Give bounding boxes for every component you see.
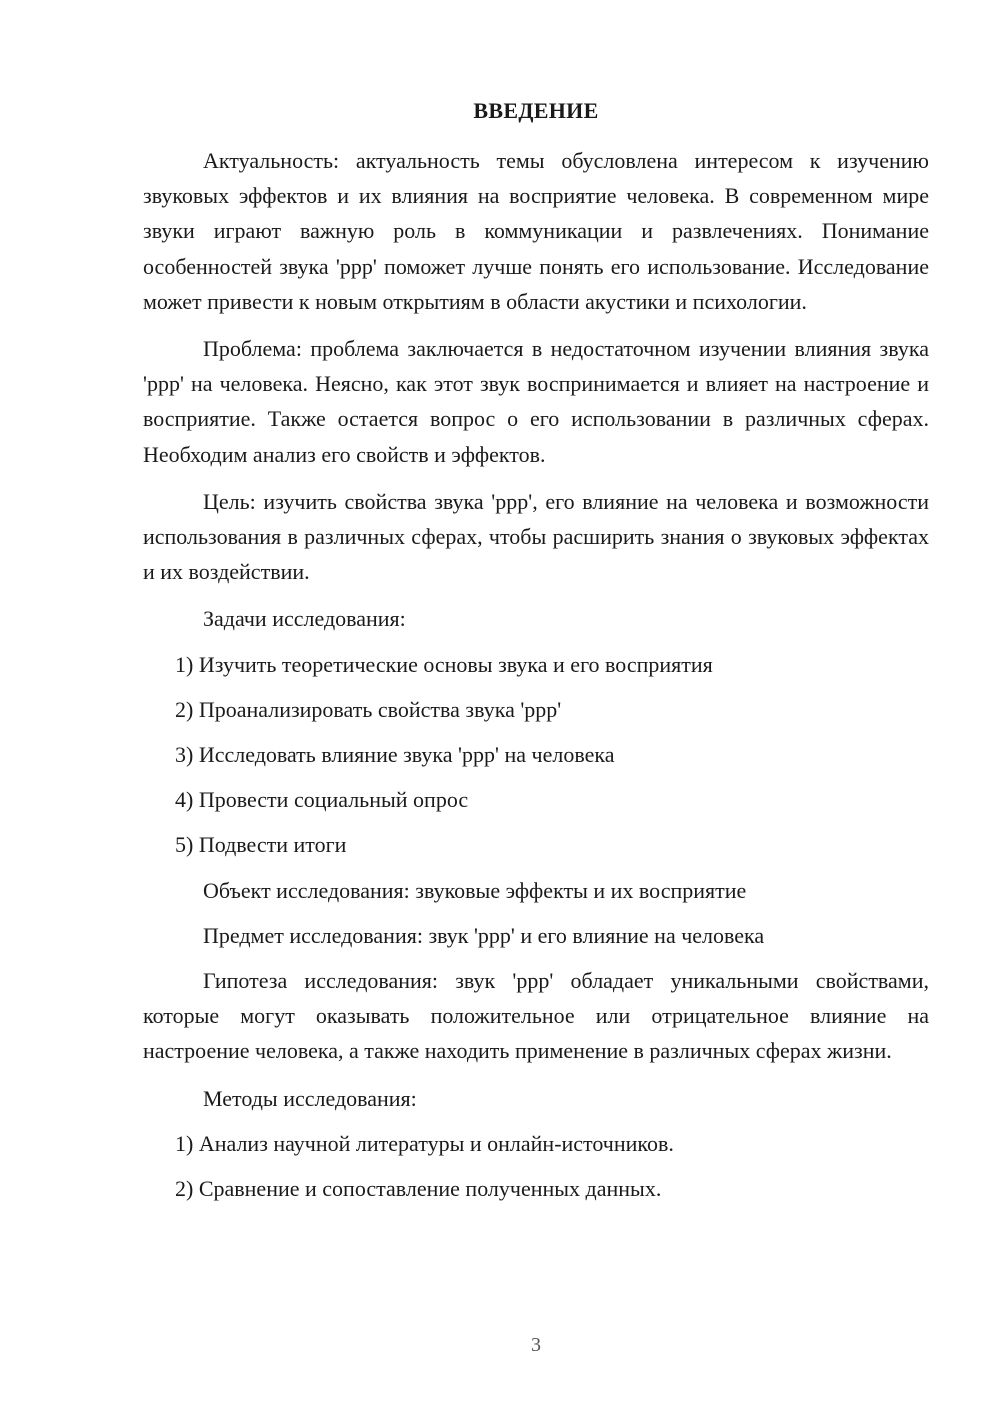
page-title: ВВЕДЕНИЕ — [473, 98, 599, 123]
object-paragraph: Объект исследования: звуковые эффекты и их восприятие — [203, 877, 747, 903]
tasks-heading: Задачи исследования: — [203, 606, 406, 632]
goal-paragraph: Цель: изучить свойства звука 'ррр', его влияние на человека и возможности использования в различных сферах, чтобы расширить знания о звуковых эффектах и их воздействии. — [143, 488, 929, 585]
page-body — [143, 143, 929, 1206]
problem-paragraph: Проблема: проблема заключается в недостаточном изучении влияния звука 'ррр' на человека. Неясно, как этот звук воспринимается и влияет на настроение и восприятие. Также остается вопрос о его использовании в различных сферах. Необходим анализ его свойств и эффектов. — [143, 336, 929, 467]
method-item: 1) Анализ научной литературы и онлайн-источников. — [175, 1130, 674, 1156]
task-item: 3) Исследовать влияние звука 'ррр' на человека — [175, 742, 615, 768]
methods-heading: Методы исследования: — [203, 1085, 417, 1111]
page-number: 3 — [531, 1334, 541, 1356]
task-item: 5) Подвести итоги — [175, 832, 347, 858]
method-item: 2) Сравнение и сопоставление полученных данных. — [175, 1176, 662, 1202]
hypothesis-paragraph: Гипотеза исследования: звук 'ррр' обладает уникальными свойствами, которые могут оказывать положительное или отрицательное влияние на настроение человека, а также находить применение в различных сферах жизни. — [143, 968, 929, 1064]
task-item: 1) Изучить теоретические основы звука и его восприятия — [175, 651, 713, 677]
subject-paragraph: Предмет исследования: звук 'ррр' и его влияние на человека — [203, 922, 765, 948]
task-item: 2) Проанализировать свойства звука 'ррр' — [175, 696, 562, 722]
task-item: 4) Провести социальный опрос — [175, 787, 469, 813]
relevance-paragraph: Актуальность: актуальность темы обусловлена интересом к изучению звуковых эффектов и их влияния на восприятие человека. В современном мире звуки играют важную роль в коммуникации и развлечениях. Понимание особенностей звука 'ррр' поможет лучше понять его использование. Исследование может привести к новым открытиям в области акустики и психологии. — [143, 148, 929, 314]
